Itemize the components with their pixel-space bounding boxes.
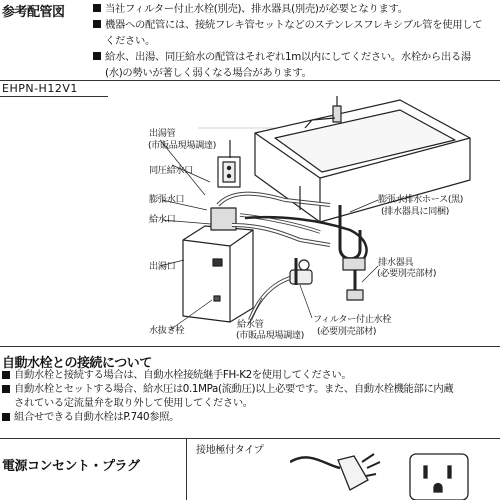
table-divider [186,438,187,500]
power-title: 電源コンセント・プラグ [2,459,140,474]
divider-top [0,80,500,81]
model-label: EHPN-H12V1 [2,82,78,95]
plug-illustration [290,440,495,500]
label-supply-inlet: 給水口 [149,214,176,225]
note-3-cont: (水)の勢いが著しく弱くなる場合があります。 [105,67,312,79]
note-2-cont: ください。 [105,35,155,47]
label-drain-fixture: 排水器具 [378,257,414,268]
cord-icon [290,457,340,468]
label-same-pressure-inlet: 同圧給水口 [149,165,193,176]
label-drain-fixture-sub: (必要別売部材) [377,268,437,279]
label-supply-pipe-sub: (市販品現場調達) [236,330,304,341]
auto-note-2-cont: されている定流量弁を取り外して使用してください。 [14,397,253,409]
note-3: 給水、出湯、同圧給水の配管はそれぞれ1m以内にしてください。水栓から出る湯 [93,49,471,65]
plug-icon [338,454,380,490]
label-supply-pipe: 給水管 [237,319,264,330]
page-title: 参考配管図 [2,5,65,20]
outlet-icon [410,454,468,500]
auto-note-1: 自動水栓と接続する場合は、自動水栓接続継手FH-K2を使用してください。 [2,368,500,382]
label-filter-valve-sub: (必要別売部材) [317,326,377,337]
note-2: 機器への配管には、接続フレキ管セットなどのステンレスフレキシブル管を使用して [93,17,482,33]
piping-diagram [0,96,500,346]
auto-faucet-notes [2,368,500,424]
divider-middle [0,346,500,347]
label-expansion-hose-sub: (排水器具に同梱) [381,206,449,217]
auto-note-2: 自動水栓とセットする場合、給水圧は0.1MPa(流動圧)以上必要です。また、自動水栓機能部に内蔵 [2,382,500,396]
plug-type-label: 接地極付タイプ [196,445,264,456]
wall-outlet-box [218,157,240,187]
label-expansion-hose: 膨張水排水ホース(黒) [378,194,463,205]
auto-note-3: 組合せできる自動水栓はP.740参照。 [2,410,500,424]
label-expansion-outlet: 膨張水口 [149,194,185,205]
label-hot-pipe-sub: (市販品現場調達) [148,140,216,151]
filter-valve [290,258,312,285]
label-drain-plug: 水抜き栓 [149,325,185,336]
note-1: 当社フィルター付止水栓(別売)、排水器具(別売)が必要となります。 [93,1,408,17]
label-hot-outlet: 出湯口 [149,261,176,272]
drain-fixture [340,205,365,300]
label-hot-pipe: 出湯管 [149,128,176,139]
label-filter-valve: フィルター付止水栓 [313,314,391,325]
auto-faucet-title: 自動水栓との接続について [2,356,152,371]
